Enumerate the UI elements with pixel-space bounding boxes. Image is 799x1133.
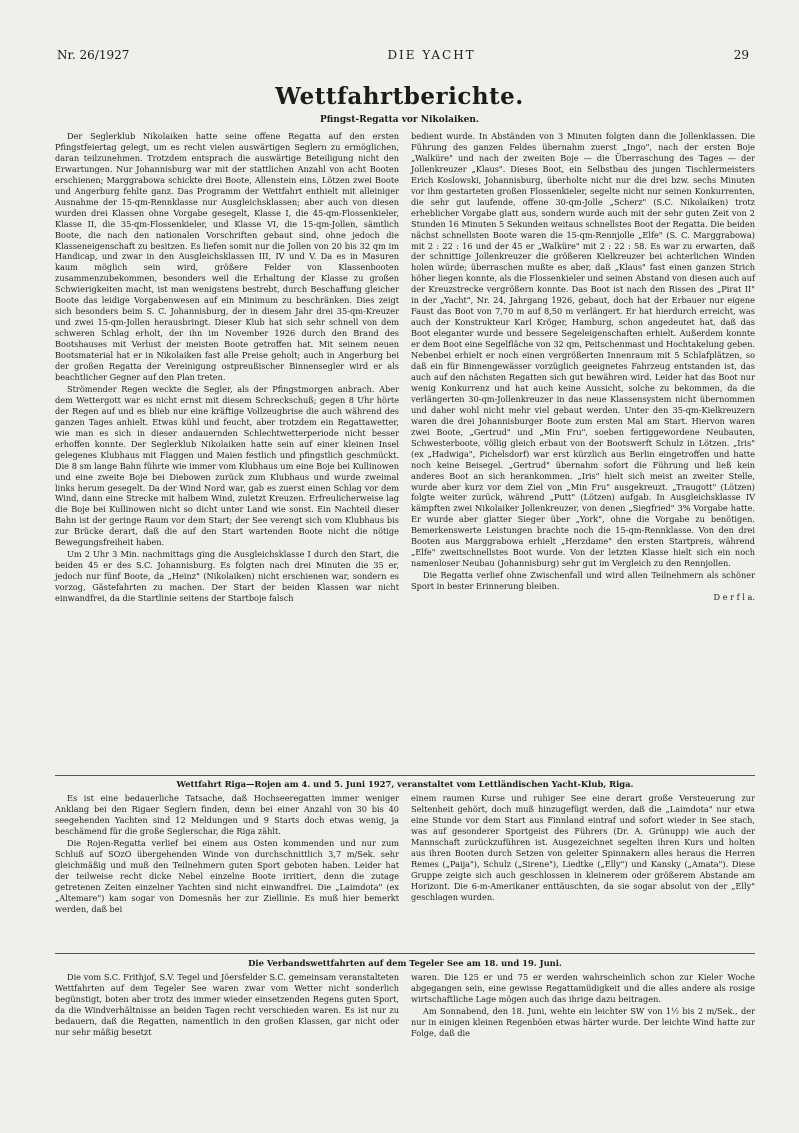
article-pfingst-regatta [55, 131, 755, 604]
paragraph: Es ist eine bedauerliche Tatsache, daß Hochseeregatten immer weniger Anklang bei den Rigaer Seglern finden, denn bei einer Anzahl von 30 bis 40 seegehenden Yachten sind 12 Meldungen und 9 Starts doch etwas wenig, ja beschämend für die große Seglerschar, die Riga zählt. [55, 793, 399, 836]
section-heading: Die Verbandswettfahrten auf dem Tegeler See am 18. und 19. Juni. [248, 958, 562, 968]
article-riga-rojen [55, 779, 755, 914]
left-column [55, 131, 399, 604]
paragraph: Strömender Regen weckte die Segler, als der Pfingstmorgen anbrach. Aber dem Wettergott war es nicht ernst mit diesem Schreckschuß; gegen 8 Uhr hörte der Regen auf und es blieb nur eine kräftige Vollzeugbrise die auch während des ganzen Tages anhielt. Etwas kühl und feucht, aber trotzdem ein Regattawetter, wie man es sich in dieser andauernden Schlechtwetterperiode nicht besser erhoffen konnte. Der Seglerklub Nikolaiken hatte sein auf einer kleinen Insel gelegenes Klubhaus mit Flaggen und Maien festlich und pfingstlich geschmückt. Die 8 sm lange Bahn führte wie immer vom Klubhaus um eine Boje bei Kullinowen und eine zweite Boje bei Diebowen zurück zum Klubhaus und wurde zweimal links herum gesegelt. Da der Wind Nord war, gab es zuerst einen Schlag vor dem Wind, dann eine Strecke mit halbem Wind, zuletzt Kreuzen. Erfreulicherweise lag die Boje bei Kullinowen nicht so dicht unter Land wie sonst. Ein Nachteil dieser Bahn ist der geringe Raum vor dem Start; der See verengt sich vom Klubhaus bis zur Brücke derart, daß die auf den Start wartenden Boote nicht die nötige Bewegungsfreiheit haben. [55, 383, 399, 548]
left-column [55, 793, 399, 914]
author-signature: D e r f l a. [713, 592, 755, 603]
article-subtitle: Pfingst-Regatta vor Nikolaiken. [319, 115, 480, 125]
paragraph: Um 2 Uhr 3 Min. nachmittags ging die Ausgleichsklasse I durch den Start, die beiden 45 er des S.C. Johannisburg. Es folgten nach drei Minuten die 35 er, jedoch nur fünf Boote, da „Heinz" (Nikolaiken) nicht erschienen war, sondern es vorzog, Gästefahrten zu machen. Der Start der beiden Klassen war nicht einwandfrei, da die Startlinie seitens der Startboje falsch [55, 549, 399, 604]
paragraph: Die Regatta verlief ohne Zwischenfall und wird allen Teilnehmern als schöner Sport in bester Erinnerung bleiben. [411, 570, 755, 592]
issue-number: Nr. 26/1927 [57, 48, 130, 62]
page-title: Wettfahrtberichte. [275, 83, 524, 110]
right-column [411, 793, 755, 903]
paragraph: bedient wurde. In Abständen von 3 Minuten folgten dann die Jollenklassen. Die Führung des ganzen Feldes übernahm zuerst „Ingo", nach der ersten Boje „Walküre" und nach der zweiten Boje — die Überraschung des Tages — der Jollenkreuzer „Klaus". Dieses Boot, ein Selbstbau des jungen Tischlermeisters Erich Koslowski, Johannisburg, überholte nicht nur die drei bzw. sechs Minuten vor ihm gestarteten großen Flossenkieler, segelte nicht nur seinen Konkurrenten, die sehr gut laufende, offene 30-qm-Jolle „Scherz" (S.C. Nikolaiken) trotz erheblicher Vorgabe glatt aus, sondern wurde auch mit der sehr guten Zeit von 2 Stunden 16 Minuten 5 Sekunden weitaus schnellstes Boot der Regatta. Die beiden nächst schnellsten Boote waren die 15-qm-Rennjolle „Elfe" (S. C. Marggrabowa) mit 2 : 22 : 16 und der 45 er „Walküre" mit 2 : 22 : 58. Es war zu erwarten, daß der schnittige Jollenkreuzer die größeren Kielkreuzer bei achterlichen Winden holen würde; überraschen mußte es aber, daß „Klaus" fast einen ganzen Strich höher liegen konnte, als die Flossenkieler und seinen Abstand von diesen auch auf der Kreuzstrecke vergrößern konnte. Das Boot ist nach den Rissen des „Pirat II" in der „Yacht", Nr. 24, Jahrgang 1926, gebaut, doch hat der Erbauer nur eigene Faust das Boot von 7,70 m auf 8,50 m verlängert. Er hat hierdurch erreicht, was auch der Konstrukteur Karl Kröger, Hamburg, schon angedeutet hat, daß das Boot eleganter wurde und bessere Segeleigenschaften erhielt. Außerdem konnte er dem Boot eine Segelfläche von 32 qm, Peitschenmast und Hochtakelung geben. Nebenbei erhielt er noch einen vergrößerten Innenraum mit 5 Schlafplätzen, so daß ein für Binnengewässer vorzüglich geeignetes Fahrzeug entstanden ist, das auch auf den nächsten Regatten sich gut bewähren wird. Leider hat das Boot nur wenig Konkurrenz und hat auch keine Aussicht, solche zu bekommen, da die verlängerten 30-qm-Jollenkreuzer in das neue Klassensystem nicht übernommen und daher wohl nicht mehr viel gebaut werden. Unter den 35-qm-Kielkreuzern waren die drei Johannisburger Boote zum ersten Mal am Start. Hiervon waren zwei Boote, „Gertrud" und „Min Fru", soeben fertiggewordene Neubauten, Schwesterboote, völlig gleich erbaut von der Bootswerft Schulz in Lötzen. „Iris" (ex „Hadwiga", Pichelsdorf) war erst kürzlich aus Berlin eingetroffen und hatte noch keine Beisegel. „Gertrud" übernahm sofort die Führung und ließ kein anderes Boot an sich herankommen. „Iris" hielt sich meist an zweiter Stelle, wurde aber kurz vor dem Ziel von „Min Fru" ausgekreuzt. „Traugott" (Lötzen) folgte weiter zurück, während „Putt" (Lötzen) aufgab. In Ausgleichsklasse IV kämpften zwei Nikolaiker Jollenkreuzer, von denen „Siegfried" 3% Vorgabe hatte. Er wurde aber glatter Sieger über „York", ohne die Vorgabe zu benötigen. Bemerkenswerte Leistungen brachte noch die 15-qm-Rennklasse. Von den drei Booten aus Marggrabowa erhielt „Herzdame" den ersten Startpreis, während „Elfe" zweitschnellstes Boot wurde. Von der letzten Klasse hielt sich ein noch namenloser Neubau (Johannisburg) sehr gut im Vergleich zu den Rennjollen. [411, 131, 755, 569]
paragraph: Am Sonnabend, den 18. Juni, wehte ein leichter SW von 1½ bis 2 m/Sek., der nur in einigen kleinen Regenböen etwas härter wurde. Der leichte Wind hatte zur Folge, daß die [411, 1005, 755, 1038]
section-divider [55, 953, 755, 954]
left-column [55, 972, 399, 1038]
paragraph: Der Seglerklub Nikolaiken hatte seine offene Regatta auf den ersten Pfingstfeiertag gelegt, um es recht vielen auswärtigen Seglern zu ermöglichen, daran teilzunehmen. Trotzdem entsprach die auswärtige Beteiligung nicht den Erwartungen. Nur Johannisburg war mit der stattlichen Anzahl von acht Booten erschienen; Marggrabowa schickte drei Boote, Allenstein eins, Lötzen zwei Boote und Angerburg fehlte ganz. Das Programm der Wettfahrt enthielt mit alleiniger Ausnahme der 15-qm-Rennklasse nur Ausgleichsklassen; aber auch von diesen wurden drei Klassen ohne Vorgabe gesegelt, Klasse I, die 45-qm-Flossenkieler, Klasse II, die 35-qm-Flossenkieler, und Klasse VI, die 15-qm-Jollen, sämtlich Boote, die nach den nationalen Vorschriften gebaut sind, ohne jedoch die Klasseneigenschaft zu besitzen. Es liefen somit nur die Jollen von 20 bis 32 qm im Handicap, und zwar in den Ausgleichsklassen III, IV und V. Da es in Masuren kaum möglich sein wird, größere Felder von Klassenbooten zusammenzubekommen, besonders weil die Erhaltung der Klasse zu großen Schwierigkeiten macht, ist man wenigstens bestrebt, durch Beschaffung gleicher Boote das leidige Vorgabenwesen auf ein Minimum zu beschränken. Dies zeigt sich besonders beim S. C. Johannisburg, der in diesem Jahr drei 35-qm-Kreuzer und zwei 15-qm-Jollen herausbringt. Dieser Klub hat sich sehr schnell von dem schweren Schlag erholt, der ihn im November 1926 durch den Brand des Bootshauses mit Verlust der meisten Boote getroffen hat. Mit seinem neuen Bootsmaterial hat er in Nikolaiken fast alle Preise geholt; auch in Angerburg bei der großen Regatta der Vereinigung ostpreußischer Binnensegler wird er als beachtlicher Gegner auf den Plan treten. [55, 131, 399, 382]
running-header [57, 48, 749, 64]
section-divider [55, 775, 755, 776]
article-tegeler-see [55, 958, 755, 1039]
right-column [411, 972, 755, 1039]
right-column [411, 131, 755, 603]
page-number: 29 [733, 48, 749, 62]
paragraph: Die Rojen-Regatta verlief bei einem aus Osten kommenden und nur zum Schluß auf SOzO übergehenden Winde von durchschnittlich 3,7 m/Sek. sehr gleichmäßig und muß den Teilnehmern guten Sport geboten haben. Leider hat der teilweise recht dicke Nebel einzelne Boote irritiert, denn die zutage getretenen Zeiten einzelner Yachten sind nicht einwandfrei. Die „Laimdota" (ex „Altemare") kam sogar von Domesnäs her zur Ziellinie. Es muß hier bemerkt werden, daß bei [55, 837, 399, 914]
paragraph: einem raumen Kurse und ruhiger See eine derart große Versteuerung zur Seltenheit gehört, doch muß hinzugefügt werden, daß die „Laimdota" nur etwa eine Stunde vor dem Start aus Finnland eintraf und sofort wieder in See stach, was auf gesonderer Sportgeist des Führers (Dr. A. Grünupp) wie auch der Mannschaft zurückzuführen ist. Ausgezeichnet segelten ihren Kurs und holten aus ihren Booten durch Setzen von geleiter Spinnakern alles heraus die Herren Remes („Paija"), Schulz („Sirene"), Liedtke („Elly") und Kansky („Amata"). Diese Gruppe zeigte sich auch geschlossen in kleinerem oder größerem Abstande am Horizont. Die 6-m-Amerikaner enttäuschten, da sie sogar absolut von der „Elly" geschlagen wurden. [411, 793, 755, 902]
paragraph: waren. Die 125 er und 75 er werden wahrscheinlich schon zur Kieler Woche abgegangen sein, eine gewisse Regattamüdigkeit und die alles andere als rosige wirtschaftliche Lage mögen auch das ihrige dazu beitragen. [411, 972, 755, 1004]
paragraph: Die vom S.C. Frithjof, S.V. Tegel und Jöersfelder S.C. gemeinsam veranstalteten Wettfahrten auf dem Tegeler See waren zwar vom Wetter nicht sonderlich begünstigt, boten aber trotz des immer wieder einsetzenden Regens guten Sport, da die Windverhältnisse an beiden Tagen recht verschieden waren. Es ist nur zu bedauern, daß die Regatten, namentlich in den großen Klassen, gar nicht oder nur sehr mäßig besetzt [55, 972, 399, 1037]
magazine-name: DIE YACHT [387, 48, 476, 62]
section-heading: Wettfahrt Riga—Rojen am 4. und 5. Juni 1927, veranstaltet vom Lettländischen Yacht-Klub, Riga. [176, 779, 634, 789]
